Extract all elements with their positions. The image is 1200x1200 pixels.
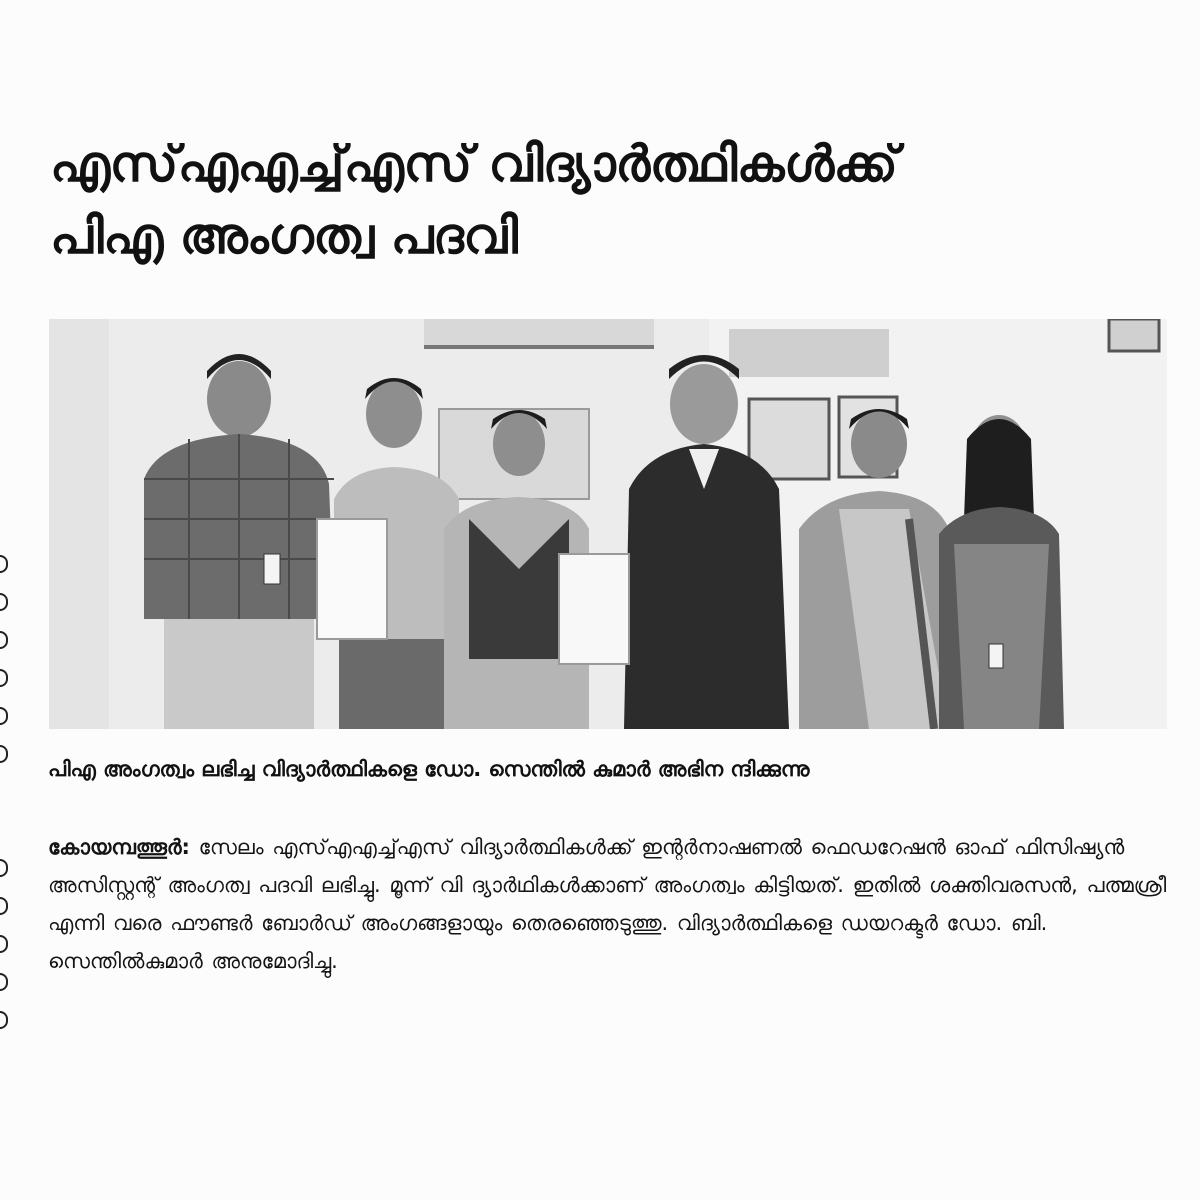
certificate: [559, 554, 629, 664]
article-body-text: സേലം എസ്എഎച്ച്എസ് വിദ്യാർത്ഥികൾക്ക് ഇന്റർനാഷണൽ ഫെഡറേഷൻ ഓഫ് ഫിസിഷ്യൻ അസിസ്റ്റന്റ് അംഗത്വ പദവി ലഭിച്ചു. മൂന്ന് വി ദ്യാർഥികൾക്കാണ് അംഗത്വം കിട്ടിയത്. ഇതിൽ ശക്തിവരസൻ, പത്മശ്രീ എന്നി വരെ ഫൗണ്ടർ ബോർഡ് അംഗങ്ങളായും തെരഞ്ഞെടുത്തു. വിദ്യാർത്ഥികളെ ഡയറക്ടർ ഡോ. ബി. സെന്തിൽകുമാർ അനുമോദിച്ചു.: [48, 835, 1167, 973]
news-photo: [49, 319, 1167, 729]
headline-line-2: പിഎ അംഗത്വ പദവി: [50, 207, 518, 265]
dateline: കോയമ്പത്തൂർ:: [48, 835, 190, 859]
group-photo-illustration: [49, 319, 1167, 729]
certificate: [317, 519, 387, 639]
article-body: [48, 828, 1173, 980]
headline: [50, 128, 1170, 272]
adjacent-column-edge: [0, 555, 10, 1025]
photo-caption: പിഎ അംഗത്വം ലഭിച്ച വിദ്യാർത്ഥികളെ ഡോ. സെന്തിൽ കുമാർ അഭിന ന്ദിക്കുന്നു: [48, 757, 810, 781]
trophy-shelf: [729, 329, 889, 377]
headline-line-1: എസ്എഎച്ച്എസ് വിദ്യാർത്ഥികൾക്ക്: [50, 135, 898, 193]
